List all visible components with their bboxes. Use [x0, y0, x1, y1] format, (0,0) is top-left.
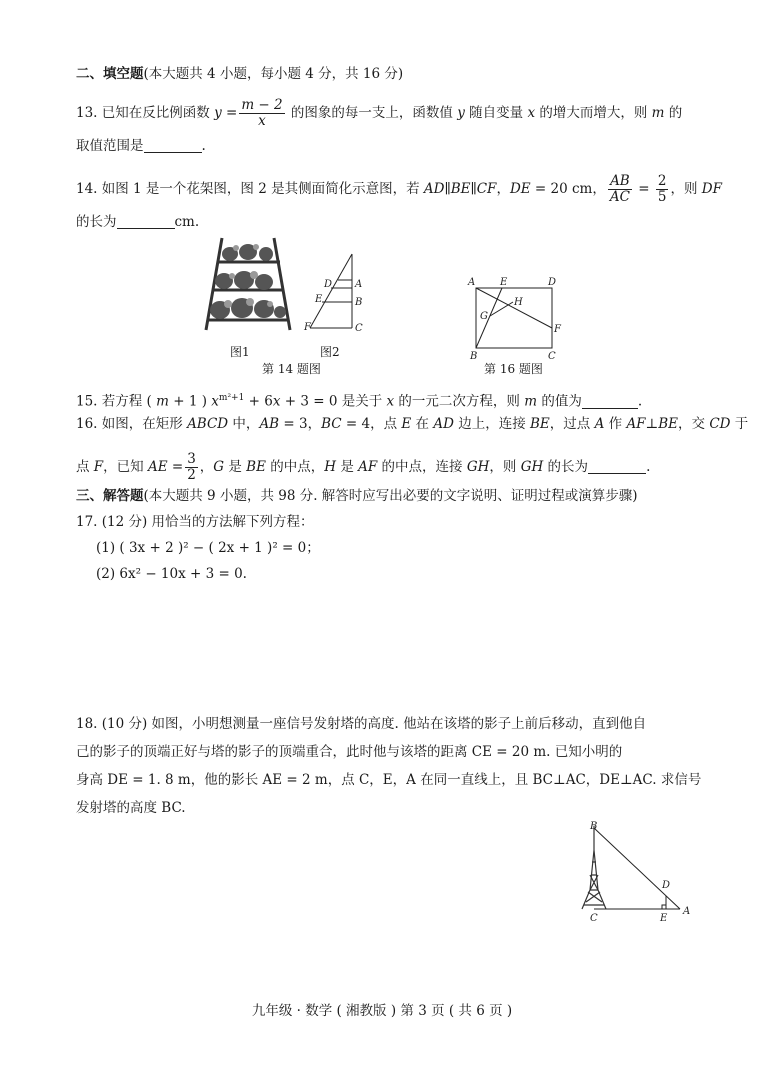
fig2-label-F: F: [304, 322, 311, 333]
fig16-label-A: A: [468, 277, 476, 288]
q13-text-d: 的增大而增大，则: [535, 105, 652, 121]
q16-bc: BC: [321, 416, 342, 432]
q16-end: .: [646, 459, 651, 475]
question-17-head: 17. (12 分) 用恰当的方法解下列方程：: [76, 514, 314, 530]
fig2-label-E: E: [315, 294, 323, 305]
q13-text-e: 的: [664, 105, 683, 121]
question-13-line-2: [76, 136, 206, 156]
section-2-header: [76, 64, 403, 84]
tower-icon: [582, 826, 606, 909]
fig2-label-A: A: [355, 279, 363, 290]
section-2-desc: (本大题共 4 小题，每小题 4 分，共 16 分): [143, 66, 404, 82]
question-18-line-2: 己的影子的顶端正好与塔的影子的顶端重合，此时他与该塔的距离 CE = 20 m. 已知小明的: [76, 744, 623, 760]
question-16: [76, 414, 748, 434]
question-17-part-1: (1) ( 3x + 2 )² − ( 2x + 1 )² = 0；: [96, 540, 320, 556]
section-2-title: 二、填空题: [76, 66, 144, 82]
q15-end: .: [637, 393, 643, 410]
q13-answer-blank[interactable]: [144, 138, 202, 153]
q15-m: m: [156, 393, 169, 410]
section-3-desc: (本大题共 9 小题，共 98 分. 解答时应写出必要的文字说明、证明过程或演算步骤): [143, 488, 638, 504]
q15-text-d: + 3 = 0 是关于: [280, 393, 387, 410]
q13-var-m: m: [651, 105, 665, 121]
fig18-label-C: C: [590, 913, 598, 924]
q14-num: AB: [608, 174, 632, 190]
q14-de: DE: [509, 181, 531, 197]
question-18-line-3: 身高 DE = 1. 8 m，他的影长 AE = 2 m，点 C，E，A 在同一直线上，且 BC⊥AC，DE⊥AC. 求信号: [76, 772, 702, 788]
q16-fraction: [185, 452, 198, 483]
fig16-label-C: C: [548, 351, 556, 362]
q16-l2a: 点: [76, 459, 94, 475]
q16-cd: CD: [709, 416, 731, 432]
q15-x: x: [211, 393, 219, 410]
q16-gh: GH: [466, 459, 490, 475]
q14-num2: 2: [657, 173, 667, 189]
fig2-label-B: B: [355, 297, 363, 308]
q14-text-c: = 20 cm，: [530, 181, 606, 197]
figure-18-diagram: [578, 820, 698, 926]
figure-2-diagram: [300, 250, 370, 340]
q16-text-g: ，过点: [549, 416, 595, 432]
section-3-title: 三、解答题: [76, 488, 144, 504]
q15-exponent: m²+1: [218, 393, 245, 403]
fig18-label-E: E: [660, 913, 668, 924]
fig2-label-C: C: [355, 323, 363, 334]
fig2-label-D: D: [324, 279, 333, 290]
q16-l2j: 的长为: [543, 459, 589, 475]
q16-H: H: [324, 459, 337, 475]
q13-var-y2: y: [457, 105, 465, 121]
question-16-line-2: [76, 452, 650, 483]
q15-answer-blank[interactable]: [582, 394, 638, 409]
q13-text-c: 随自变量: [464, 105, 528, 121]
q16-text-h: 作: [604, 416, 627, 432]
q16-l2i: ，则: [489, 459, 521, 475]
q16-text-i: ，交: [678, 416, 710, 432]
q16-be2: BE: [246, 459, 266, 475]
q16-l2g: 是: [336, 459, 359, 475]
fig18-label-A: A: [683, 906, 691, 917]
question-13: [76, 98, 682, 129]
q13-var-y: y: [214, 105, 222, 121]
fig16-label-E: E: [500, 277, 508, 288]
q14-line2b: cm.: [174, 214, 200, 230]
q14-den2: 5: [657, 189, 667, 205]
q13-denominator: x: [258, 113, 266, 129]
q16-e: E: [401, 416, 412, 432]
q13-numerator: m − 2: [241, 97, 283, 113]
figure-14-label: 第 14 题图: [262, 362, 321, 376]
q14-answer-blank[interactable]: [117, 214, 175, 229]
q16-l2f: 的中点，: [265, 459, 325, 475]
fig18-label-D: D: [662, 880, 671, 891]
q13-eq: =: [221, 105, 238, 121]
question-18-line-4: 发射塔的高度 BC.: [76, 800, 186, 816]
fig16-label-G: G: [480, 311, 488, 322]
q15-text-c: + 6: [244, 393, 273, 410]
q16-F: F: [93, 459, 104, 475]
q15-x2: x: [272, 393, 281, 410]
q14-parallel: AD∥BE∥CF: [423, 181, 497, 197]
fig16-label-F: F: [554, 324, 561, 335]
figure-2-caption: 图2: [320, 345, 340, 359]
question-17-part-2: (2) 6x² − 10x + 3 = 0.: [96, 566, 247, 582]
q15-m2: m: [524, 393, 538, 410]
q15-text-a: 15. 若方程 (: [76, 393, 157, 410]
q14-den: AC: [609, 189, 630, 205]
fig16-label-D: D: [548, 277, 557, 288]
q13-end: .: [201, 138, 206, 154]
q14-text-b: ，: [496, 181, 510, 197]
q16-a: A: [594, 416, 605, 432]
q14-eq: =: [633, 181, 654, 197]
q13-var-x: x: [527, 105, 536, 121]
q15-text-b: + 1 ): [168, 393, 212, 410]
q15-text-f: 的值为: [537, 393, 582, 410]
q16-ae: AE: [147, 459, 168, 475]
flower-stand-image: [200, 236, 296, 332]
q16-afbe: AF⊥BE: [626, 416, 679, 432]
q16-G: G: [213, 459, 225, 475]
q16-ab: AB: [259, 416, 280, 432]
q15-text-e: 的一元二次方程，则: [394, 393, 525, 410]
q13-fraction: [239, 98, 284, 129]
figure-16-label: 第 16 题图: [484, 362, 543, 376]
q14-line2a: 的长为: [76, 214, 117, 230]
fig16-label-B: B: [470, 351, 478, 362]
q16-l2b: ，已知: [103, 459, 148, 475]
fig18-label-B: B: [590, 821, 598, 832]
figure-1-caption: 图1: [230, 345, 250, 359]
q16-text-j: 于: [730, 416, 749, 432]
question-14: [76, 174, 722, 205]
q16-answer-blank[interactable]: [588, 459, 646, 474]
page-footer: 九年级 · 数学 ( 湘教版 ) 第 3 页 ( 共 6 页 ): [251, 1003, 513, 1019]
q16-l2d: ，: [199, 459, 214, 475]
q16-af: AF: [358, 459, 378, 475]
question-18-line-1: 18. (10 分) 如图，小明想测量一座信号发射塔的高度. 他站在该塔的影子上前后移动，直到他自: [76, 716, 647, 732]
q16-abcd: ABCD: [187, 416, 229, 432]
q16-text-e: 在: [411, 416, 434, 432]
q16-text-f: 边上，连接: [453, 416, 531, 432]
q14-text-d: ，则: [670, 181, 702, 197]
q14-text-a: 14. 如图 1 是一个花架图，图 2 是其侧面简化示意图，若: [76, 181, 424, 197]
q16-gh2: GH: [520, 459, 544, 475]
question-14-line-2: [76, 212, 199, 232]
q16-text-d: = 4，点: [341, 416, 402, 432]
q14-df: DF: [701, 181, 722, 197]
q14-fraction-1: [608, 174, 632, 205]
q13-text-b: 的图象的每一支上，函数值: [286, 105, 458, 121]
q16-l2c: =: [167, 459, 184, 475]
q16-ad: AD: [433, 416, 454, 432]
q15-x3: x: [386, 393, 395, 410]
q16-text-c: = 3，: [279, 416, 322, 432]
q13-line2-text: 取值范围是: [76, 138, 144, 154]
q16-text-b: 中，: [228, 416, 260, 432]
q16-num: 3: [187, 451, 196, 467]
question-15: [76, 388, 642, 412]
fig16-label-H: H: [514, 297, 523, 308]
q16-text-a: 16. 如图，在矩形: [76, 416, 188, 432]
section-3-header: [76, 486, 638, 506]
q16-l2e: 是: [224, 459, 247, 475]
q16-den: 2: [187, 467, 196, 483]
q16-l2h: 的中点，连接: [377, 459, 467, 475]
q14-fraction-2: [656, 174, 669, 205]
q16-be: BE: [530, 416, 550, 432]
figure-16-diagram: [464, 272, 574, 364]
q13-text-a: 13. 已知在反比例函数: [76, 105, 215, 121]
